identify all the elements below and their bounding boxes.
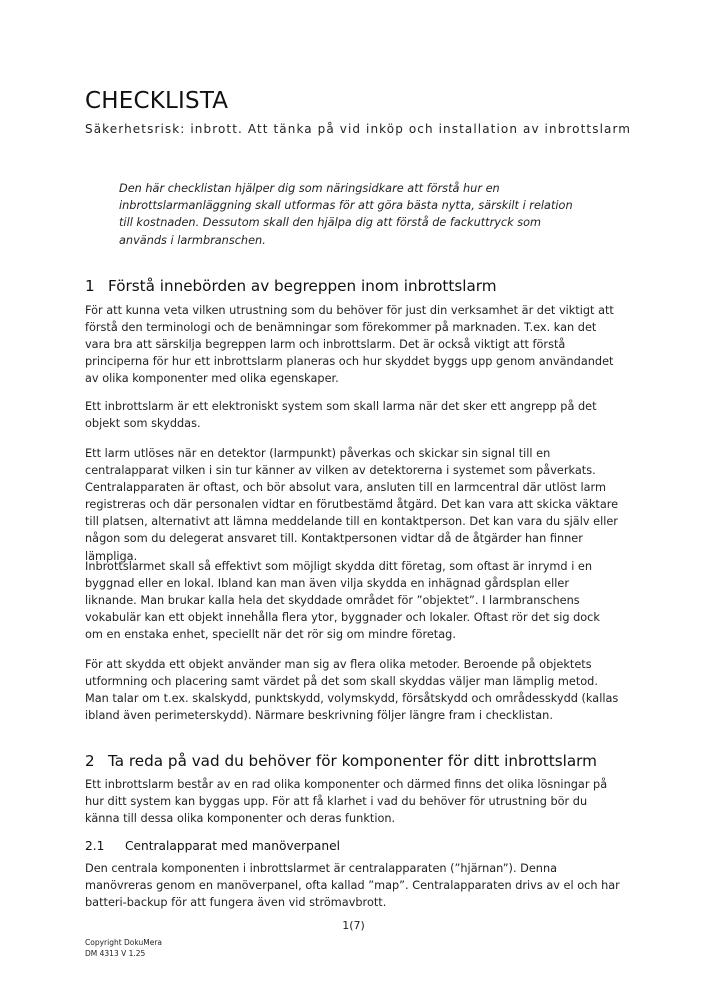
section-1-title: Förstå innebörden av begreppen inom inbrottslarm — [108, 277, 497, 295]
page-number: 1(7) — [342, 919, 365, 932]
section-2-1-title: Centralapparat med manöverpanel — [125, 839, 340, 853]
copyright-text: Copyright DokuMera — [85, 938, 163, 947]
footer — [85, 937, 162, 959]
section-2-1-heading — [85, 839, 340, 853]
section-1-number: 1 — [85, 277, 95, 295]
section-2-paragraph: Ett inbrottslarm består av en rad olika komponenter och därmed finns det olika lösningar på hur ditt system kan byggas upp. För att få klarhet i vad du behöver för utrustning bör du känna till dessa olika komponenter och deras funktion. — [85, 778, 608, 826]
section-1-paragraph-1: För att kunna veta vilken utrustning som du behöver för just din verksamhet är det viktigt att förstå den terminologi och de benämningar som förekommer på marknaden. T.ex. kan det vara bra att särskilja begreppen larm och inbrottslarm. Det är också viktigt att förstå principerna för hur ett inbrottslarm planeras och hur skyddet byggs upp genom användandet av olika komponenter med olika egenskaper. — [85, 304, 614, 386]
document-id: DM 4313 V 1.25 — [85, 949, 146, 958]
section-2-number: 2 — [85, 752, 95, 770]
section-1-paragraph-2: Ett inbrottslarm är ett elektroniskt system som skall larma när det sker ett angrepp på det objekt som skyddas. — [85, 400, 597, 431]
section-2-1-number: 2.1 — [85, 839, 105, 853]
section-2-1-paragraph: Den centrala komponenten i inbrottslarmet är centralapparaten (”hjärnan”). Denna manövreras genom en manöverpanel, ofta kallad ”map”. Centralapparaten drivs av el och har batteri-backup för att fungera även vid strömavbrott. — [85, 862, 620, 910]
section-1-paragraph-4: Inbrottslarmet skall så effektivt som möjligt skydda ditt företag, som oftast är inrymd i en byggnad eller en lokal. Ibland kan man även vilja skydda en inhägnad gårdsplan eller liknande. Man brukar kalla hela det skyddade området för ”objektet”. I larmbranschens vokabulär kan ett objekt innehålla flera ytor, byggnader och lokaler. Oftast rör det sig dock om en enstaka enhet, speciellt när det rör sig om mindre företag. — [85, 560, 600, 642]
intro-paragraph: Den här checklistan hjälper dig som näringsidkare att förstå hur en inbrottslarmanläggning skall utformas för att göra bästa nytta, särskilt i relation till kostnaden. Dessutom skall den hjälpa dig att förstå de fackuttryck som används i larmbranschen. — [119, 182, 573, 247]
section-1-paragraph-5: För att skydda ett objekt använder man sig av flera olika metoder. Beroende på objektets utformning och placering samt värdet på det som skall skyddas väljer man lämplig metod. Man talar om t.ex. skalskydd, punktskydd, volymskydd, försåtskydd och områdesskydd (kallas ibland även perimeterskydd). Närmare beskrivning följer längre fram i checklistan. — [85, 658, 619, 723]
section-1-paragraph-3: Ett larm utlöses när en detektor (larmpunkt) påverkas och skickar sin signal till en centralapparat vilken i sin tur känner av vilken av detektorerna i systemet som påverkats. Centralapparaten är oftast, och bör absolut vara, ansluten till en larmcentral där utlöst larm registreras och där personalen vidtar en förutbestämd åtgärd. Det kan vara att skicka väktare till platsen, alternativt att lämna meddelande till en kontaktperson. Det kan vara du själv eller någon som du delegerat ansvaret till. Kontaktpersonen vidtar då de åtgärder han finner lämpliga. — [85, 447, 619, 563]
section-2-heading — [85, 752, 597, 770]
document-title: CHECKLISTA — [85, 88, 229, 114]
section-2-title: Ta reda på vad du behöver för komponenter för ditt inbrottslarm — [108, 752, 597, 770]
section-1-heading — [85, 277, 497, 295]
document-subtitle: Säkerhetsrisk: inbrott. Att tänka på vid inköp och installation av inbrottslarm — [85, 122, 632, 136]
